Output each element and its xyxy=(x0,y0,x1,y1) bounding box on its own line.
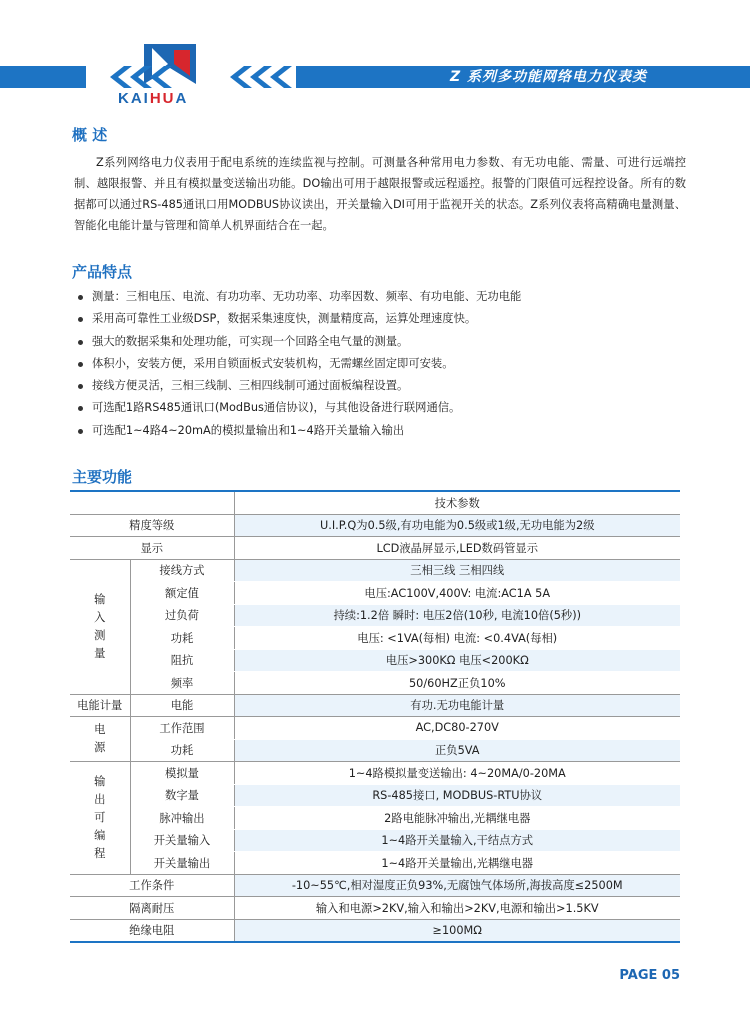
value-cell: 电压>300KΩ 电压<200KΩ xyxy=(234,649,680,672)
table-row xyxy=(70,649,680,672)
value-cell: 电压:AC100V,400V: 电流:AC1A 5A xyxy=(234,582,680,605)
table-row xyxy=(70,694,680,717)
value-cell: 输入和电源>2KV,输入和输出>2KV,电源和输出>1.5KV xyxy=(234,897,680,920)
param-cell: 脉冲输出 xyxy=(130,807,234,830)
param-cell: 功耗 xyxy=(130,627,234,650)
table-row xyxy=(70,604,680,627)
group-label-text: 输入测量 xyxy=(94,592,106,660)
feature-item: 体积小，安装方便，采用自锁面板式安装机构，无需螺丝固定即可安装。 xyxy=(78,353,521,375)
functions-title: 主要功能 xyxy=(72,468,133,486)
param-cell: 绝缘电阻 xyxy=(70,919,234,942)
value-cell: 50/60HZ正负10% xyxy=(234,672,680,695)
param-cell: 模拟量 xyxy=(130,762,234,785)
param-cell: 频率 xyxy=(130,672,234,695)
header-band-left xyxy=(0,66,86,88)
value-cell: 持续:1.2倍 瞬时: 电压2倍(10秒, 电流10倍(5秒)) xyxy=(234,604,680,627)
table-row xyxy=(70,807,680,830)
overview-title: 概 述 xyxy=(72,126,108,144)
page-header xyxy=(0,0,750,120)
value-cell: 有功.无功电能计量 xyxy=(234,694,680,717)
overview-text: Z系列网络电力仪表用于配电系统的连续监视与控制。可测量各种常用电力参数、有无功电能、需量、可进行远端控制、越限报警、并且有模拟量变送输出功能。DO输出可用于越限报警或远程遥控。报警的门限值可远程控设备。所有的数据都可以通过RS-485通讯口用MODBUS协议读出，开关量输入DI可用于监视开关的状态。Z系列仪表将高精确电量测量、智能化电能计量与管理和简单人机界面结合在一起。 xyxy=(74,156,686,232)
param-cell: 精度等级 xyxy=(70,514,234,537)
value-cell: 三相三线 三相四线 xyxy=(234,559,680,582)
header-blank-cell xyxy=(70,491,234,514)
group-label-energy: 电能计量 xyxy=(70,694,130,717)
param-cell: 数字量 xyxy=(130,784,234,807)
value-cell: ≥100MΩ xyxy=(234,919,680,942)
table-header-row xyxy=(70,491,680,514)
value-cell: U.I.P.Q为0.5级,有功电能为0.5级或1级,无功电能为2级 xyxy=(234,514,680,537)
table-row xyxy=(70,514,680,537)
param-cell: 阻抗 xyxy=(130,649,234,672)
value-cell: LCD液晶屏显示,LED数码管显示 xyxy=(234,537,680,560)
param-cell: 开关量输出 xyxy=(130,852,234,875)
param-cell: 功耗 xyxy=(130,739,234,762)
group-label-power xyxy=(70,717,130,762)
table-row xyxy=(70,829,680,852)
param-cell: 电能 xyxy=(130,694,234,717)
series-title: Z 系列多功能网络电力仪表类 xyxy=(450,69,648,85)
table-row xyxy=(70,627,680,650)
feature-item: 强大的数据采集和处理功能，可实现一个回路全电气量的测量。 xyxy=(78,331,521,353)
value-cell: AC,DC80-270V xyxy=(234,717,680,740)
feature-item: 可选配1~4路4~20mA的模拟量输出和1~4路开关量输入输出 xyxy=(78,420,521,442)
param-cell: 工作范围 xyxy=(130,717,234,740)
param-cell: 开关量输入 xyxy=(130,829,234,852)
table-row xyxy=(70,874,680,897)
features-list xyxy=(78,286,521,442)
table-row xyxy=(70,672,680,695)
table-row xyxy=(70,717,680,740)
param-cell: 工作条件 xyxy=(70,874,234,897)
value-cell: 1~4路开关量输入,干结点方式 xyxy=(234,829,680,852)
group-label-text: 电源 xyxy=(94,723,106,754)
value-cell: 1~4路模拟量变送输出: 4~20MA/0-20MA xyxy=(234,762,680,785)
table-row xyxy=(70,537,680,560)
chevrons-decoration-icon xyxy=(96,62,296,92)
spec-table xyxy=(70,490,680,943)
param-cell: 接线方式 xyxy=(130,559,234,582)
logo-text: KAIHUA xyxy=(118,90,189,107)
table-row xyxy=(70,784,680,807)
value-cell: 电压: <1VA(每相) 电流: <0.4VA(每相) xyxy=(234,627,680,650)
table-row xyxy=(70,582,680,605)
feature-item: 采用高可靠性工业级DSP，数据采集速度快，测量精度高，运算处理速度快。 xyxy=(78,308,521,330)
value-cell: RS-485接口, MODBUS-RTU协议 xyxy=(234,784,680,807)
table-row xyxy=(70,762,680,785)
group-label-text: 输出可编程 xyxy=(94,774,106,860)
feature-item: 可选配1路RS485通讯口(ModBus通信协议)，与其他设备进行联网通信。 xyxy=(78,397,521,419)
table-row xyxy=(70,919,680,942)
table-row xyxy=(70,852,680,875)
features-title: 产品特点 xyxy=(72,263,133,281)
group-label-output xyxy=(70,762,130,875)
table-row xyxy=(70,897,680,920)
param-cell: 过负荷 xyxy=(130,604,234,627)
param-cell: 额定值 xyxy=(130,582,234,605)
table-row xyxy=(70,559,680,582)
feature-item: 接线方便灵活，三相三线制、三相四线制可通过面板编程设置。 xyxy=(78,375,521,397)
value-cell: 1~4路开关量输出,光耦继电器 xyxy=(234,852,680,875)
param-cell: 显示 xyxy=(70,537,234,560)
header-cell: 技术参数 xyxy=(234,491,680,514)
page-number: PAGE 05 xyxy=(619,968,680,983)
group-label-input xyxy=(70,559,130,694)
value-cell: -10~55℃,相对湿度正负93%,无腐蚀气体场所,海拔高度≤2500M xyxy=(234,874,680,897)
feature-item: 测量：三相电压、电流、有功功率、无功功率、功率因数、频率、有功电能、无功电能 xyxy=(78,286,521,308)
param-cell: 隔离耐压 xyxy=(70,897,234,920)
table-row xyxy=(70,739,680,762)
value-cell: 正负5VA xyxy=(234,739,680,762)
value-cell: 2路电能脉冲输出,光耦继电器 xyxy=(234,807,680,830)
